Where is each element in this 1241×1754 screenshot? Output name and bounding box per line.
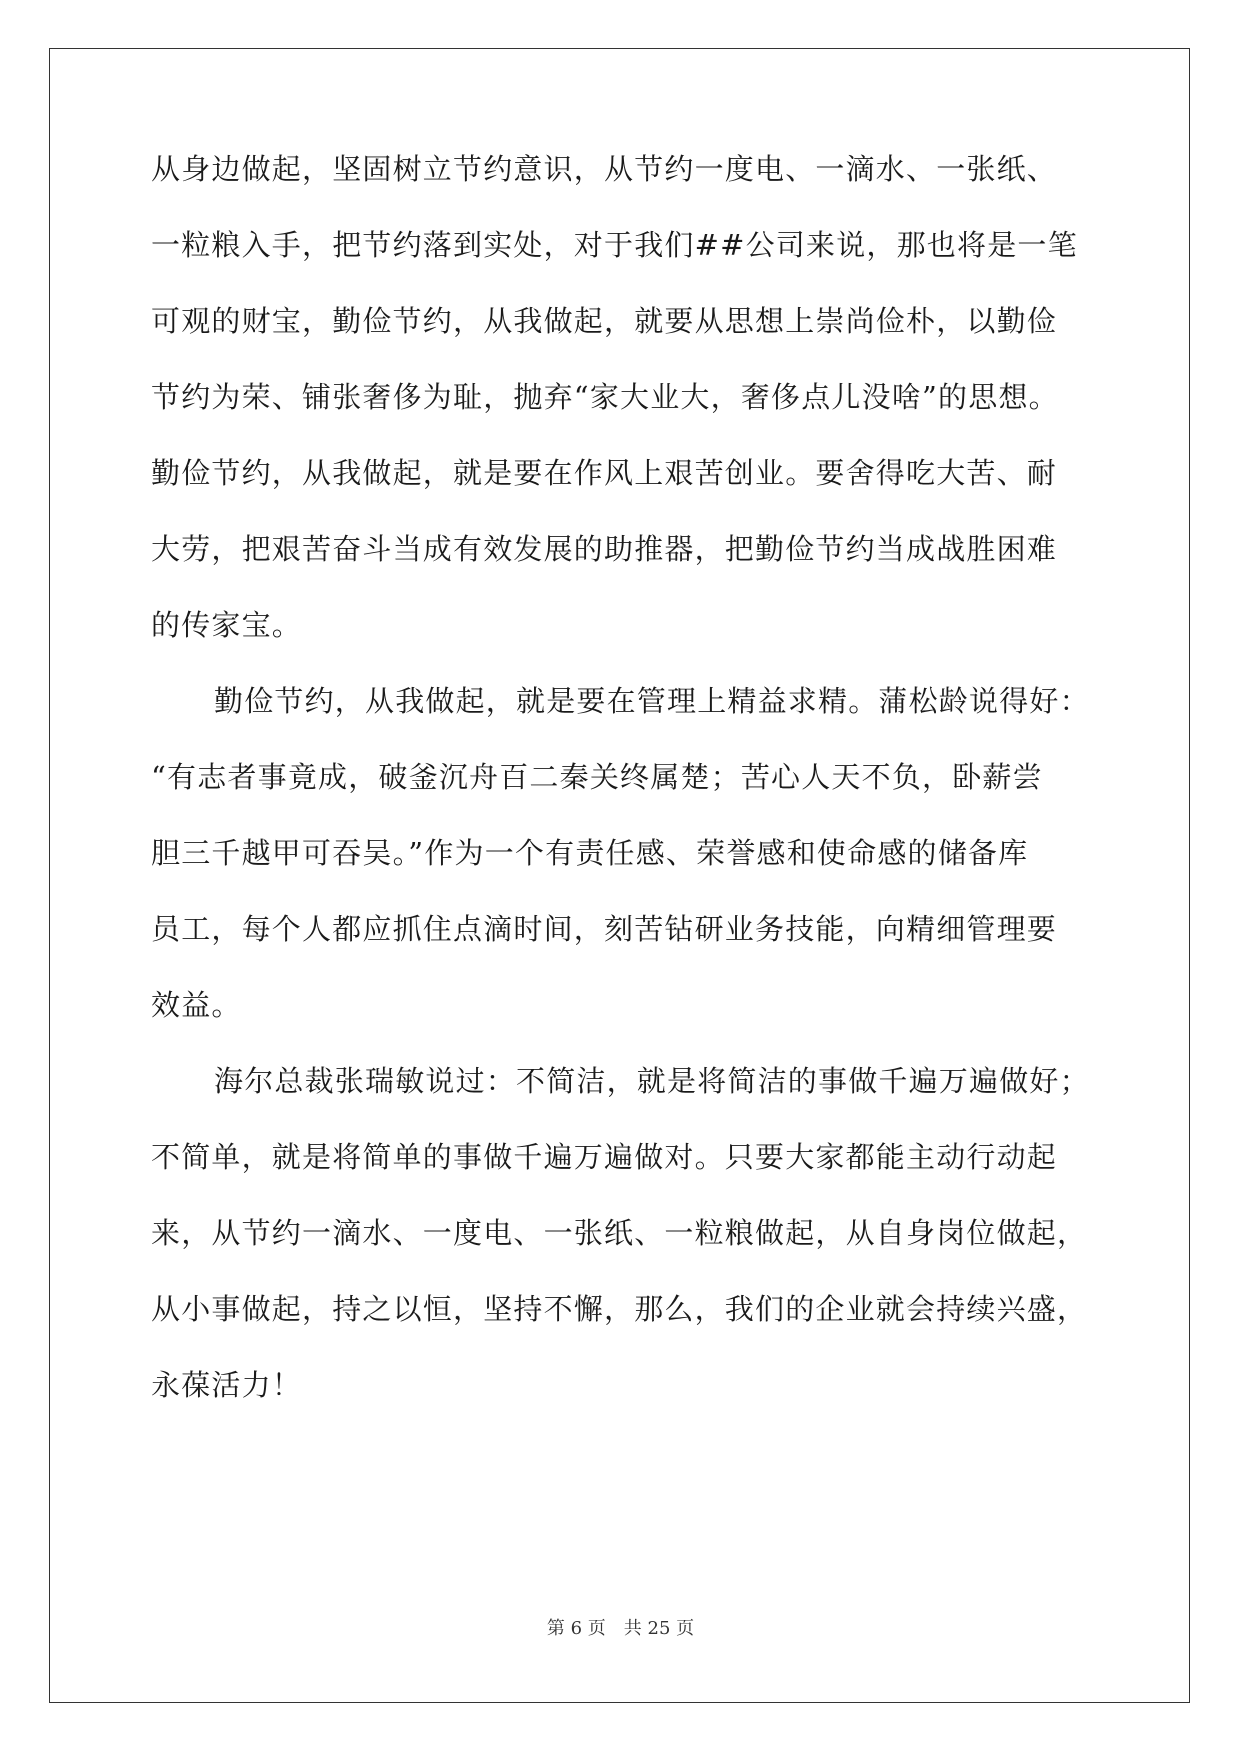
text-line: “有志者事竟成，破釜沉舟百二秦关终属楚；苦心人天不负，卧薪尝 bbox=[151, 760, 1043, 794]
paragraph-start-line: 海尔总裁张瑞敏说过：不简洁，就是将简洁的事做千遍万遍做好； bbox=[214, 1064, 1090, 1098]
text-line: 胆三千越甲可吞吴。”作为一个有责任感、荣誉感和使命感的储备库 bbox=[151, 836, 1029, 870]
paragraph-start-line: 勤俭节约，从我做起，就是要在管理上精益求精。蒲松龄说得好： bbox=[214, 684, 1090, 718]
text-line: 从小事做起，持之以恒，坚持不懈，那么，我们的企业就会持续兴盛， bbox=[151, 1292, 1088, 1326]
text-line: 的传家宝。 bbox=[151, 608, 303, 642]
text-line: 从身边做起，坚固树立节约意识，从节约一度电、一滴水、一张纸、 bbox=[151, 152, 1058, 186]
text-line: 节约为荣、铺张奢侈为耻，抛弃“家大业大，奢侈点儿没啥”的思想。 bbox=[151, 380, 1059, 414]
text-line: 可观的财宝，勤俭节约，从我做起，就要从思想上崇尚俭朴，以勤俭 bbox=[151, 304, 1058, 338]
text-line: 勤俭节约，从我做起，就是要在作风上艰苦创业。要舍得吃大苦、耐 bbox=[151, 456, 1058, 490]
text-line: 大劳，把艰苦奋斗当成有效发展的助推器，把勤俭节约当成战胜困难 bbox=[151, 532, 1058, 566]
document-body bbox=[151, 152, 1111, 1447]
text-line: 不简单，就是将简单的事做千遍万遍做对。只要大家都能主动行动起 bbox=[151, 1140, 1058, 1174]
page-number: 第 6 页 bbox=[546, 1618, 606, 1639]
text-line: 效益。 bbox=[151, 988, 242, 1022]
text-line: 员工，每个人都应抓住点滴时间，刻苦钻研业务技能，向精细管理要 bbox=[151, 912, 1058, 946]
page-footer bbox=[0, 1614, 1241, 1640]
page-total: 共 25 页 bbox=[623, 1618, 695, 1639]
text-line: 一粒粮入手，把节约落到实处，对于我们##公司来说，那也将是一笔 bbox=[151, 228, 1078, 262]
text-line: 永葆活力！ bbox=[151, 1368, 303, 1402]
text-line: 来，从节约一滴水、一度电、一张纸、一粒粮做起，从自身岗位做起， bbox=[151, 1216, 1088, 1250]
